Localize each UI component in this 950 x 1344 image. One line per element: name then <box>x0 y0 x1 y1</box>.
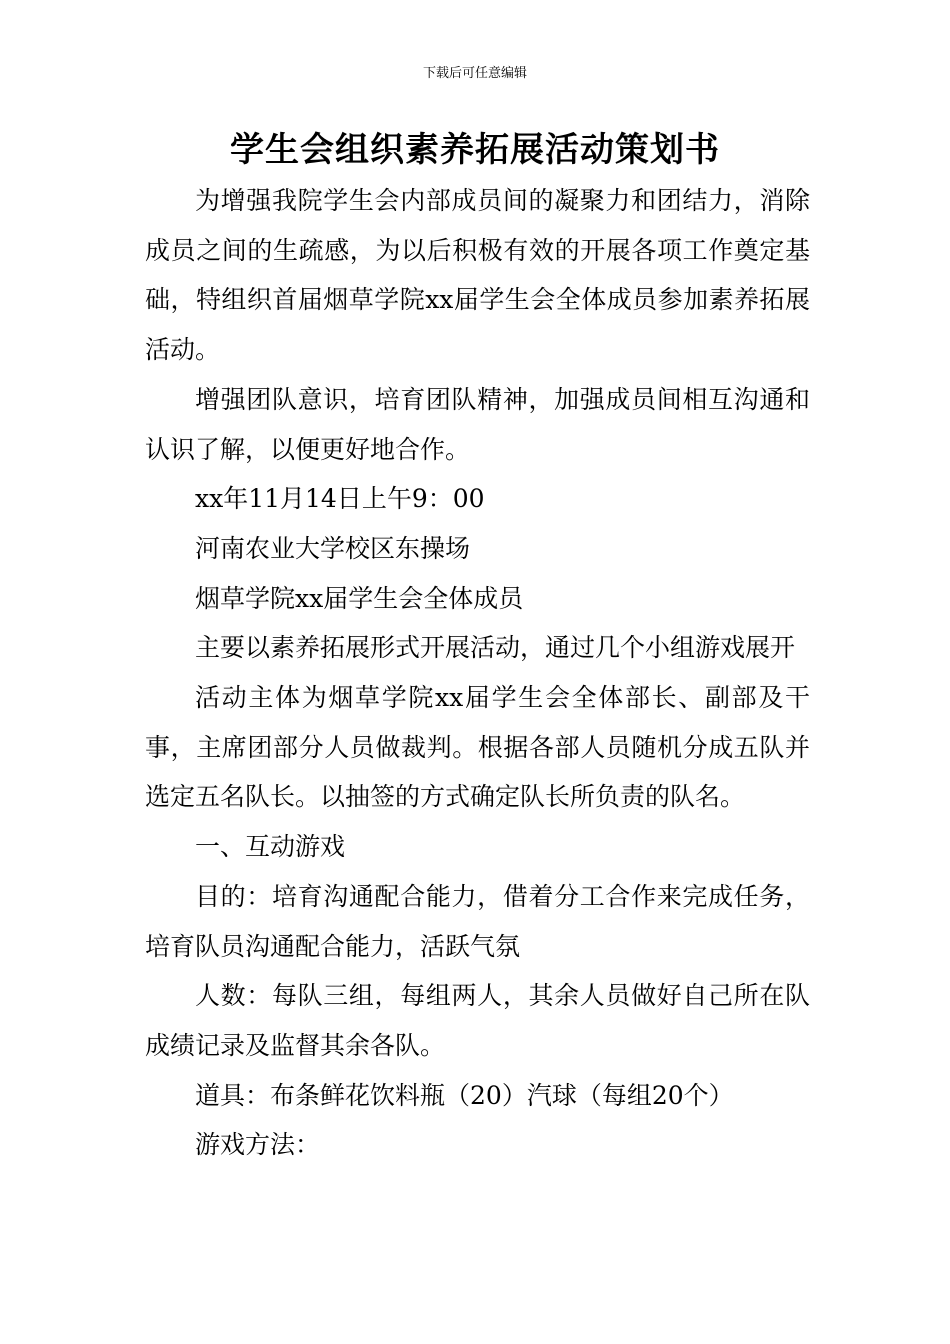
paragraph-purpose: 为增强我院学生会内部成员间的凝聚力和团结力，消除成员之间的生疏感，为以后积极有效的开展各项工作奠定基础，特组织首届烟草学院xx届学生会全体成员参加素养拓展活动。 <box>145 186 810 365</box>
paragraph-game-headcount: 人数：每队三组，每组两人，其余人员做好自己所在队成绩记录及监督其余各队。 <box>145 981 810 1060</box>
paragraph-game-method: 游戏方法： <box>195 1130 321 1160</box>
paragraph-participants: 烟草学院xx届学生会全体成员 <box>195 583 524 613</box>
paragraph-organization: 活动主体为烟草学院xx届学生会全体部长、副部及干事，主席团部分人员做裁判。根据各部人员随机分成五队并选定五名队长。以抽签的方式确定队长所负责的队名。 <box>145 683 810 812</box>
paragraph-time: xx年11月14日上午9：00 <box>195 484 485 514</box>
section-heading-interactive-game: 一、互动游戏 <box>195 832 346 862</box>
paragraph-format: 主要以素养拓展形式开展活动，通过几个小组游戏展开 <box>195 633 796 663</box>
paragraph-game-props: 道具：布条鲜花饮料瓶（20）汽球（每组20个） <box>195 1080 734 1110</box>
header-note: 下载后可任意编辑 <box>422 66 527 81</box>
paragraph-goal: 增强团队意识，培育团队精神，加强成员间相互沟通和认识了解，以便更好地合作。 <box>145 384 810 464</box>
paragraph-location: 河南农业大学校区东操场 <box>195 533 471 563</box>
paragraph-game-purpose: 目的：培育沟通配合能力，借着分工合作来完成任务，培育队员沟通配合能力，活跃气氛 <box>145 881 810 961</box>
document-body <box>145 176 810 1170</box>
document-title: 学生会组织素养拓展活动策划书 <box>230 130 720 170</box>
